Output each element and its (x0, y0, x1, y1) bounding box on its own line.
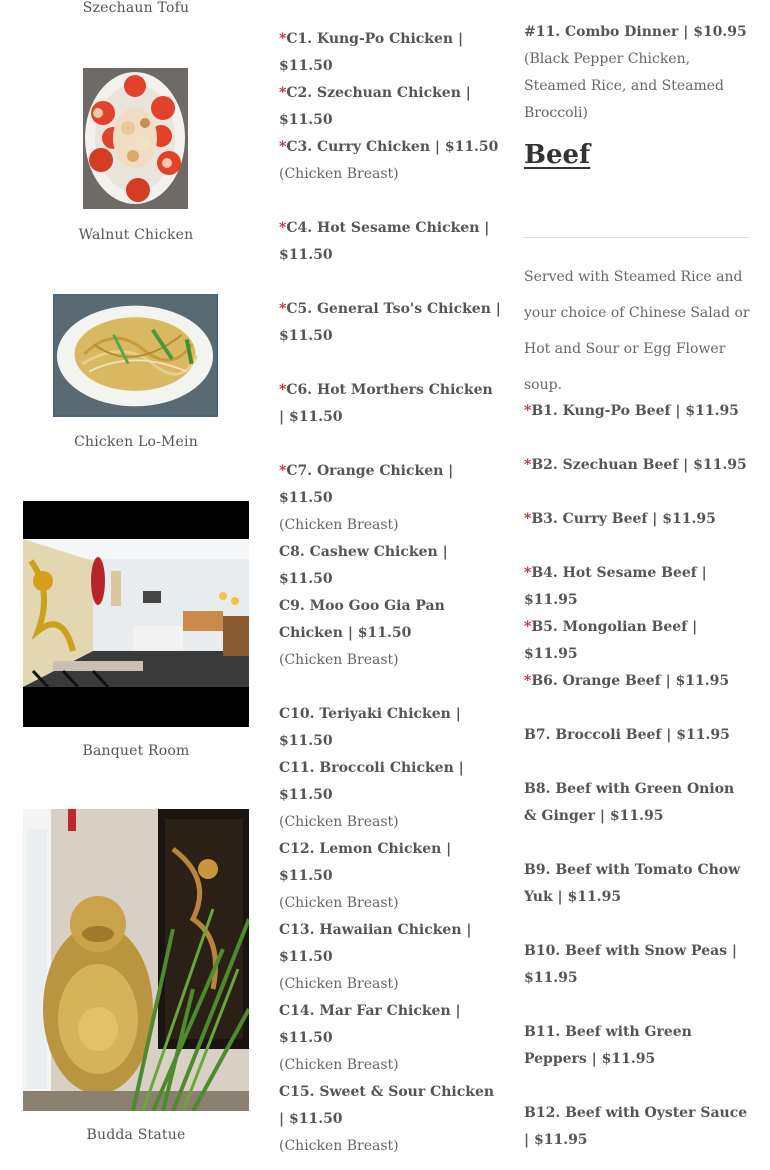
gallery-caption: Walnut Chicken (78, 227, 194, 243)
menu-item (279, 26, 501, 80)
menu-item (524, 1019, 748, 1073)
spicy-marker: * (279, 31, 287, 47)
spicy-marker: * (524, 673, 532, 689)
menu-item (279, 377, 501, 431)
item-note: (Chicken Breast) (279, 652, 399, 668)
menu-item (524, 398, 748, 425)
spicy-marker: * (524, 403, 532, 419)
item-name: C9. Moo Goo Gia Pan Chicken | $11.50 (279, 598, 445, 641)
spicy-marker: * (279, 85, 287, 101)
menu-item (279, 215, 501, 269)
spicy-marker: * (279, 301, 287, 317)
item-name: B2. Szechuan Beef | $11.95 (531, 457, 747, 473)
spicy-marker: * (279, 382, 287, 398)
menu-item (279, 458, 501, 539)
item-name: C14. Mar Far Chicken | $11.50 (279, 1003, 461, 1046)
item-note: (Chicken Breast) (279, 1138, 399, 1154)
menu-item (279, 836, 501, 917)
item-name: B4. Hot Sesame Beef | $11.95 (524, 565, 707, 608)
menu-item (524, 722, 748, 749)
menu-item (524, 452, 748, 479)
item-name: B5. Mongolian Beef | $11.95 (524, 619, 698, 662)
menu-item (279, 1079, 501, 1160)
item-name: B10. Beef with Snow Peas | $11.95 (524, 943, 738, 986)
gallery-caption: Szechaun Tofu (82, 0, 190, 16)
menu-item (524, 1100, 748, 1154)
menu-item (279, 701, 501, 755)
item-name: B8. Beef with Green Onion & Ginger | $11.95 (524, 781, 735, 824)
chicken-lo-mein-photo[interactable] (53, 294, 218, 417)
spicy-marker: * (279, 220, 287, 236)
item-name: B1. Kung-Po Beef | $11.95 (531, 403, 739, 419)
gallery-caption: Banquet Room (82, 743, 190, 759)
menu-item (279, 917, 501, 998)
item-name: C3. Curry Chicken | $11.50 (286, 139, 499, 155)
gallery-caption: Chicken Lo-Mein (74, 434, 198, 450)
menu-item (279, 593, 501, 674)
item-name: C2. Szechuan Chicken | $11.50 (279, 85, 471, 128)
item-name: B3. Curry Beef | $11.95 (531, 511, 716, 527)
menu-item (524, 560, 748, 614)
spicy-marker: * (524, 511, 532, 527)
gallery-caption: Budda Statue (86, 1127, 186, 1143)
item-note: (Black Pepper Chicken, Steamed Rice, and Steamed Broccoli) (524, 51, 725, 121)
spicy-marker: * (279, 463, 287, 479)
walnut-chicken-photo[interactable] (83, 68, 188, 209)
spicy-marker: * (279, 139, 287, 155)
spicy-marker: * (524, 619, 532, 635)
section-description: Served with Steamed Rice and your choice of Chinese Salad or Hot and Sour or Egg Flower soup. (524, 269, 750, 393)
section-divider (524, 237, 748, 238)
menu-item (279, 998, 501, 1079)
item-note: (Chicken Breast) (279, 814, 399, 830)
budda-statue-photo[interactable] (23, 809, 249, 1111)
item-name: B6. Orange Beef | $11.95 (531, 673, 730, 689)
item-name: B12. Beef with Oyster Sauce | $11.95 (524, 1105, 748, 1148)
item-name: C4. Hot Sesame Chicken | $11.50 (279, 220, 490, 263)
item-name: C6. Hot Morthers Chicken | $11.50 (279, 382, 493, 425)
spicy-marker: * (524, 457, 532, 473)
item-name: B11. Beef with Green Peppers | $11.95 (524, 1024, 692, 1067)
item-note: (Chicken Breast) (279, 166, 399, 182)
menu-item (524, 938, 748, 992)
menu-item (279, 755, 501, 836)
menu-item (524, 614, 748, 668)
banquet-room-photo[interactable] (23, 501, 249, 727)
item-name: C11. Broccoli Chicken | $11.50 (279, 760, 464, 803)
item-name: C7. Orange Chicken | $11.50 (279, 463, 454, 506)
item-name: #11. Combo Dinner | $10.95 (524, 24, 747, 40)
menu-item (279, 134, 501, 188)
menu-item (524, 857, 748, 911)
item-name: C12. Lemon Chicken | $11.50 (279, 841, 452, 884)
item-name: B9. Beef with Tomato Chow Yuk | $11.95 (524, 862, 741, 905)
menu-item (524, 668, 748, 695)
item-name: C1. Kung-Po Chicken | $11.50 (279, 31, 464, 74)
item-name: C8. Cashew Chicken | $11.50 (279, 544, 448, 587)
item-note: (Chicken Breast) (279, 517, 399, 533)
item-note: (Chicken Breast) (279, 976, 399, 992)
menu-item (279, 80, 501, 134)
item-note: (Chicken Breast) (279, 1057, 399, 1073)
item-note: (Chicken Breast) (279, 895, 399, 911)
menu-item (279, 296, 501, 350)
combo-item (524, 19, 748, 127)
spicy-marker: * (524, 565, 532, 581)
item-name: B7. Broccoli Beef | $11.95 (524, 727, 730, 743)
section-heading-beef: Beef (524, 140, 591, 170)
menu-item (524, 506, 748, 533)
item-name: C13. Hawaiian Chicken | $11.50 (279, 922, 472, 965)
item-name: C10. Teriyaki Chicken | $11.50 (279, 706, 461, 749)
item-name: C5. General Tso's Chicken | $11.50 (279, 301, 501, 344)
menu-item (524, 776, 748, 830)
menu-item (279, 539, 501, 593)
item-name: C15. Sweet & Sour Chicken | $11.50 (279, 1084, 495, 1127)
